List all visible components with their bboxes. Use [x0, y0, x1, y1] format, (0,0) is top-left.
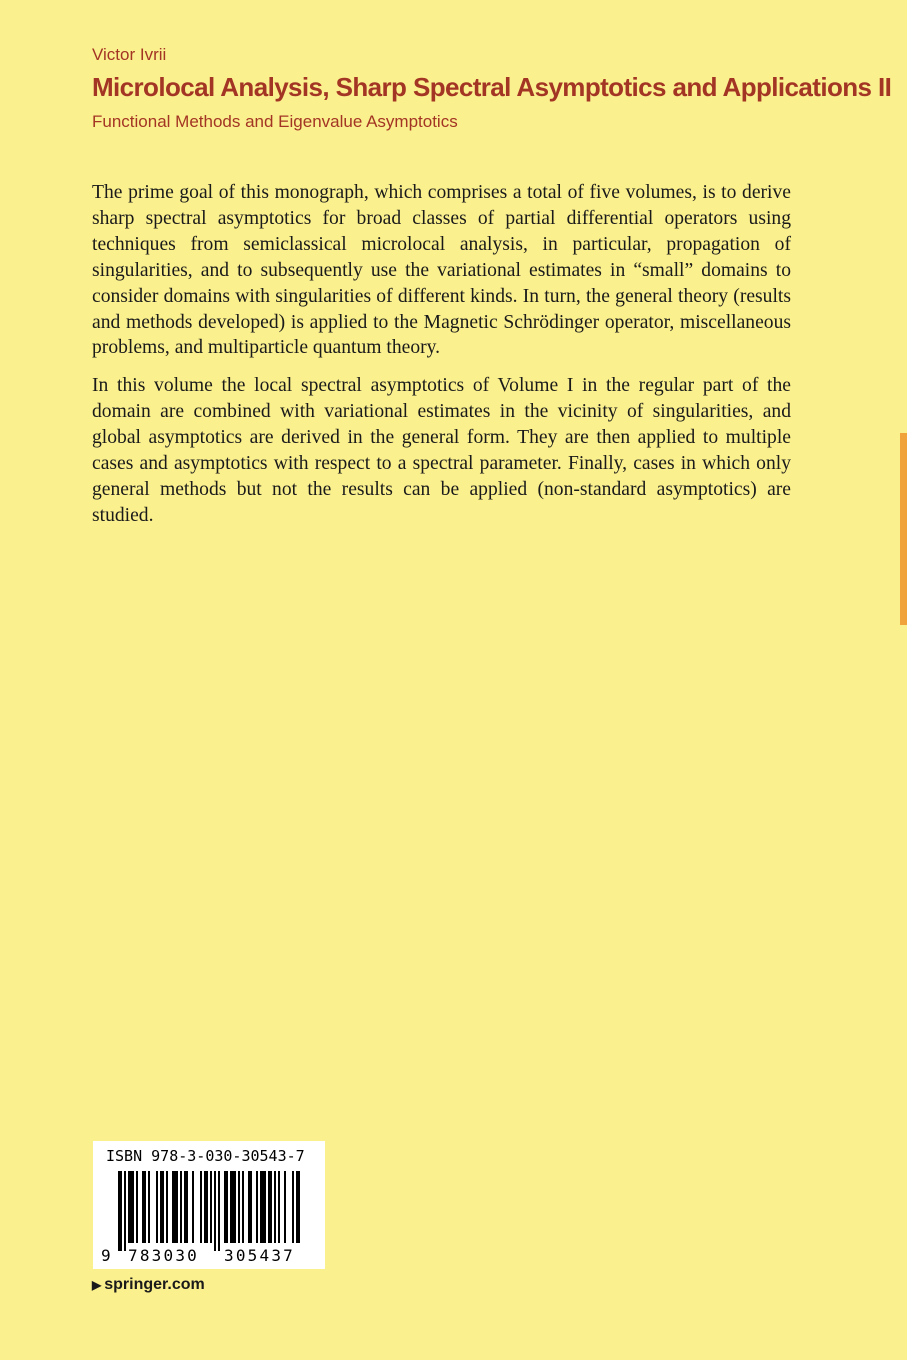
barcode-bar [124, 1171, 126, 1251]
barcode-bar [180, 1171, 182, 1243]
barcode-bar [142, 1171, 146, 1243]
blurb [92, 180, 791, 541]
isbn-text: ISBN 978-3-030-30543-7 [106, 1147, 305, 1165]
book-subtitle: Functional Methods and Eigenvalue Asymptotics [92, 112, 458, 131]
barcode-bar [166, 1171, 168, 1243]
barcode-bar [248, 1171, 252, 1243]
publisher-link[interactable] [92, 1276, 205, 1294]
barcode-bar [224, 1171, 228, 1243]
blurb-paragraph: The prime goal of this monograph, which comprises a total of five volumes, is to derive sharp spectral asymptotics for broad classes of partial differential operators using techniques from semiclassical microlocal analysis, in particular, propagation of singularities, and to subsequently use the variational estimates in “small” domains to consider domains with singularities of different kinds. In turn, the general theory (results and methods developed) is applied to the Magnetic Schrödinger operator, miscellaneous problems, and multiparticle quantum theory. [92, 182, 791, 359]
barcode-bar [274, 1171, 276, 1243]
barcode-bar [136, 1171, 138, 1243]
barcode-bar [204, 1171, 208, 1243]
barcode-bar [156, 1171, 158, 1243]
barcode-bar [238, 1171, 240, 1243]
barcode-bar [296, 1171, 300, 1243]
barcode-bar [256, 1171, 258, 1243]
barcode-panel [93, 1141, 325, 1269]
barcode-bar [268, 1171, 272, 1243]
book-title: Microlocal Analysis, Sharp Spectral Asymptotics and Applications II [92, 72, 892, 102]
barcode-bar [160, 1171, 164, 1243]
triangle-right-icon: ▶ [92, 1278, 102, 1292]
barcode-bar [148, 1171, 150, 1243]
barcode-bar [128, 1171, 134, 1243]
barcode-bar [172, 1171, 178, 1243]
barcode-digit-lead: 9 [101, 1246, 111, 1265]
barcode-bar [118, 1171, 122, 1251]
barcode-bar [230, 1171, 236, 1243]
publisher-url: springer.com [104, 1276, 205, 1293]
barcode-digits-left: 783030 [128, 1246, 199, 1265]
barcode-bar [278, 1171, 280, 1243]
barcode-bar [260, 1171, 266, 1243]
barcode-bar [214, 1171, 216, 1251]
barcode-bar [184, 1171, 188, 1243]
barcode-bar [210, 1171, 212, 1243]
blurb-paragraph: In this volume the local spectral asymptotics of Volume I in the regular part of the domain are combined with variational estimates in the vicinity of singularities, and global asymptotics are derived in the general form. They are then applied to multiple cases and asymptotics with respect to a spectral parameter. Finally, cases in which only general methods but not the results can be applied (non-standard asymptotics) are studied. [92, 375, 791, 526]
barcode-bar [292, 1171, 294, 1243]
barcode-bar [192, 1171, 194, 1243]
barcode-graphic [93, 1141, 325, 1269]
barcode-bar [242, 1171, 244, 1243]
barcode-digits-right: 305437 [224, 1246, 295, 1265]
spine-color-tab [900, 433, 907, 625]
author-name: Victor Ivrii [92, 45, 167, 64]
barcode-bar [200, 1171, 202, 1243]
barcode-bar [284, 1171, 286, 1243]
barcode-bar [218, 1171, 220, 1251]
